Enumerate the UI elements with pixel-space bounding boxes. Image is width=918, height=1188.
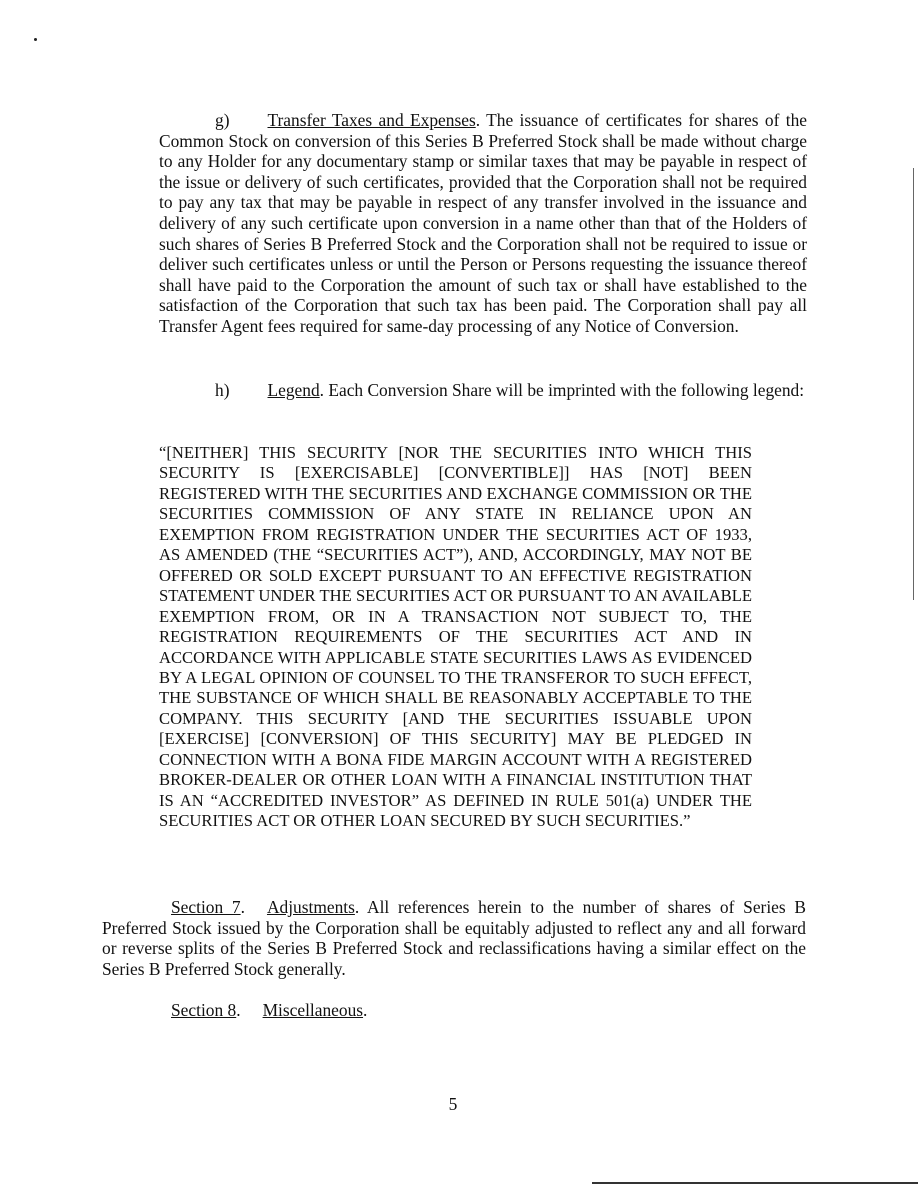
page-number: 5 — [448, 1094, 458, 1114]
paragraph-g — [159, 110, 807, 337]
scan-edge-line-right — [913, 168, 914, 600]
section-8-label-punct: . — [236, 1000, 241, 1020]
scan-edge-line-bottom — [592, 1182, 918, 1184]
section-8-heading-punct: . — [363, 1000, 368, 1020]
section-7-label-punct: . — [240, 897, 245, 917]
paragraph-h-body: . Each Conversion Share will be imprinted with the following legend: — [319, 380, 805, 400]
section-8-heading: Miscellaneous — [262, 1000, 364, 1020]
paragraph-h — [159, 380, 807, 401]
securities-legend: “[NEITHER] THIS SECURITY [NOR THE SECURITIES INTO WHICH THIS SECURITY IS [EXERCISABLE] [CONVERTIBLE]] HAS [NOT] BEEN REGISTERED WITH THE SECURITIES AND EXCHANGE COMMISSION OR THE SECURITIES COMMISSION OF ANY STATE IN RELIANCE UPON AN EXEMPTION FROM REGISTRATION UNDER THE SECURITIES ACT OF 1933, AS AMENDED (THE “SECURITIES ACT”), AND, ACCORDINGLY, MAY NOT BE OFFERED OR SOLD EXCEPT PURSUANT TO AN EFFECTIVE REGISTRATION STATEMENT UNDER THE SECURITIES ACT OR PURSUANT TO AN AVAILABLE EXEMPTION FROM, OR IN A TRANSACTION NOT SUBJECT TO, THE REGISTRATION REQUIREMENTS OF THE SECURITIES ACT AND IN ACCORDANCE WITH APPLICABLE STATE SECURITIES LAWS AS EVIDENCED BY A LEGAL OPINION OF COUNSEL TO THE TRANSFEROR TO SUCH EFFECT, THE SUBSTANCE OF WHICH SHALL BE REASONABLY ACCEPTABLE TO THE COMPANY. THIS SECURITY [AND THE SECURITIES ISSUABLE UPON [EXERCISE] [CONVERSION] OF THIS SECURITY] MAY BE PLEDGED IN CONNECTION WITH A BONA FIDE MARGIN ACCOUNT WITH A REGISTERED BROKER-DEALER OR OTHER LOAN WITH A FINANCIAL INSTITUTION THAT IS AN “ACCREDITED INVESTOR” AS DEFINED IN RULE 501(a) UNDER THE SECURITIES ACT OR OTHER LOAN SECURED BY SUCH SECURITIES.” — [159, 443, 752, 831]
section-7 — [102, 897, 806, 979]
section-8 — [171, 1000, 571, 1021]
section-7-heading: Adjustments — [266, 897, 355, 917]
paragraph-g-label: g) — [215, 110, 230, 130]
paragraph-h-heading: Legend — [267, 380, 320, 400]
section-7-label: Section 7 — [171, 897, 241, 917]
paragraph-g-heading: Transfer Taxes and Expenses — [267, 110, 476, 130]
scan-speck — [34, 38, 37, 41]
section-7-body: . All references herein to the number of shares of Series B Preferred Stock issued by the Corporation shall be equitably adjusted to reflect any and all forward or reverse splits of the Series B Preferred Stock and reclassifications having a similar effect on the Series B Preferred Stock generally. — [102, 897, 806, 979]
paragraph-g-body: . The issuance of certificates for shares of the Common Stock on conversion of this Series B Preferred Stock shall be made without charge to any Holder for any documentary stamp or similar taxes that may be payable in respect of the issue or delivery of such certificates, provided that the Corporation shall not be required to pay any tax that may be payable in respect of any transfer involved in the issuance and delivery of any such certificate upon conversion in a name other than that of the Holders of such shares of Series B Preferred Stock and the Corporation shall not be required to issue or deliver such certificates unless or until the Person or Persons requesting the issuance thereof shall have paid to the Corporation the amount of such tax or shall have established to the satisfaction of the Corporation that such tax has been paid. The Corporation shall pay all Transfer Agent fees required for same-day processing of any Notice of Conversion. — [159, 110, 807, 336]
section-8-label: Section 8 — [171, 1000, 237, 1020]
paragraph-h-label: h) — [215, 380, 230, 400]
